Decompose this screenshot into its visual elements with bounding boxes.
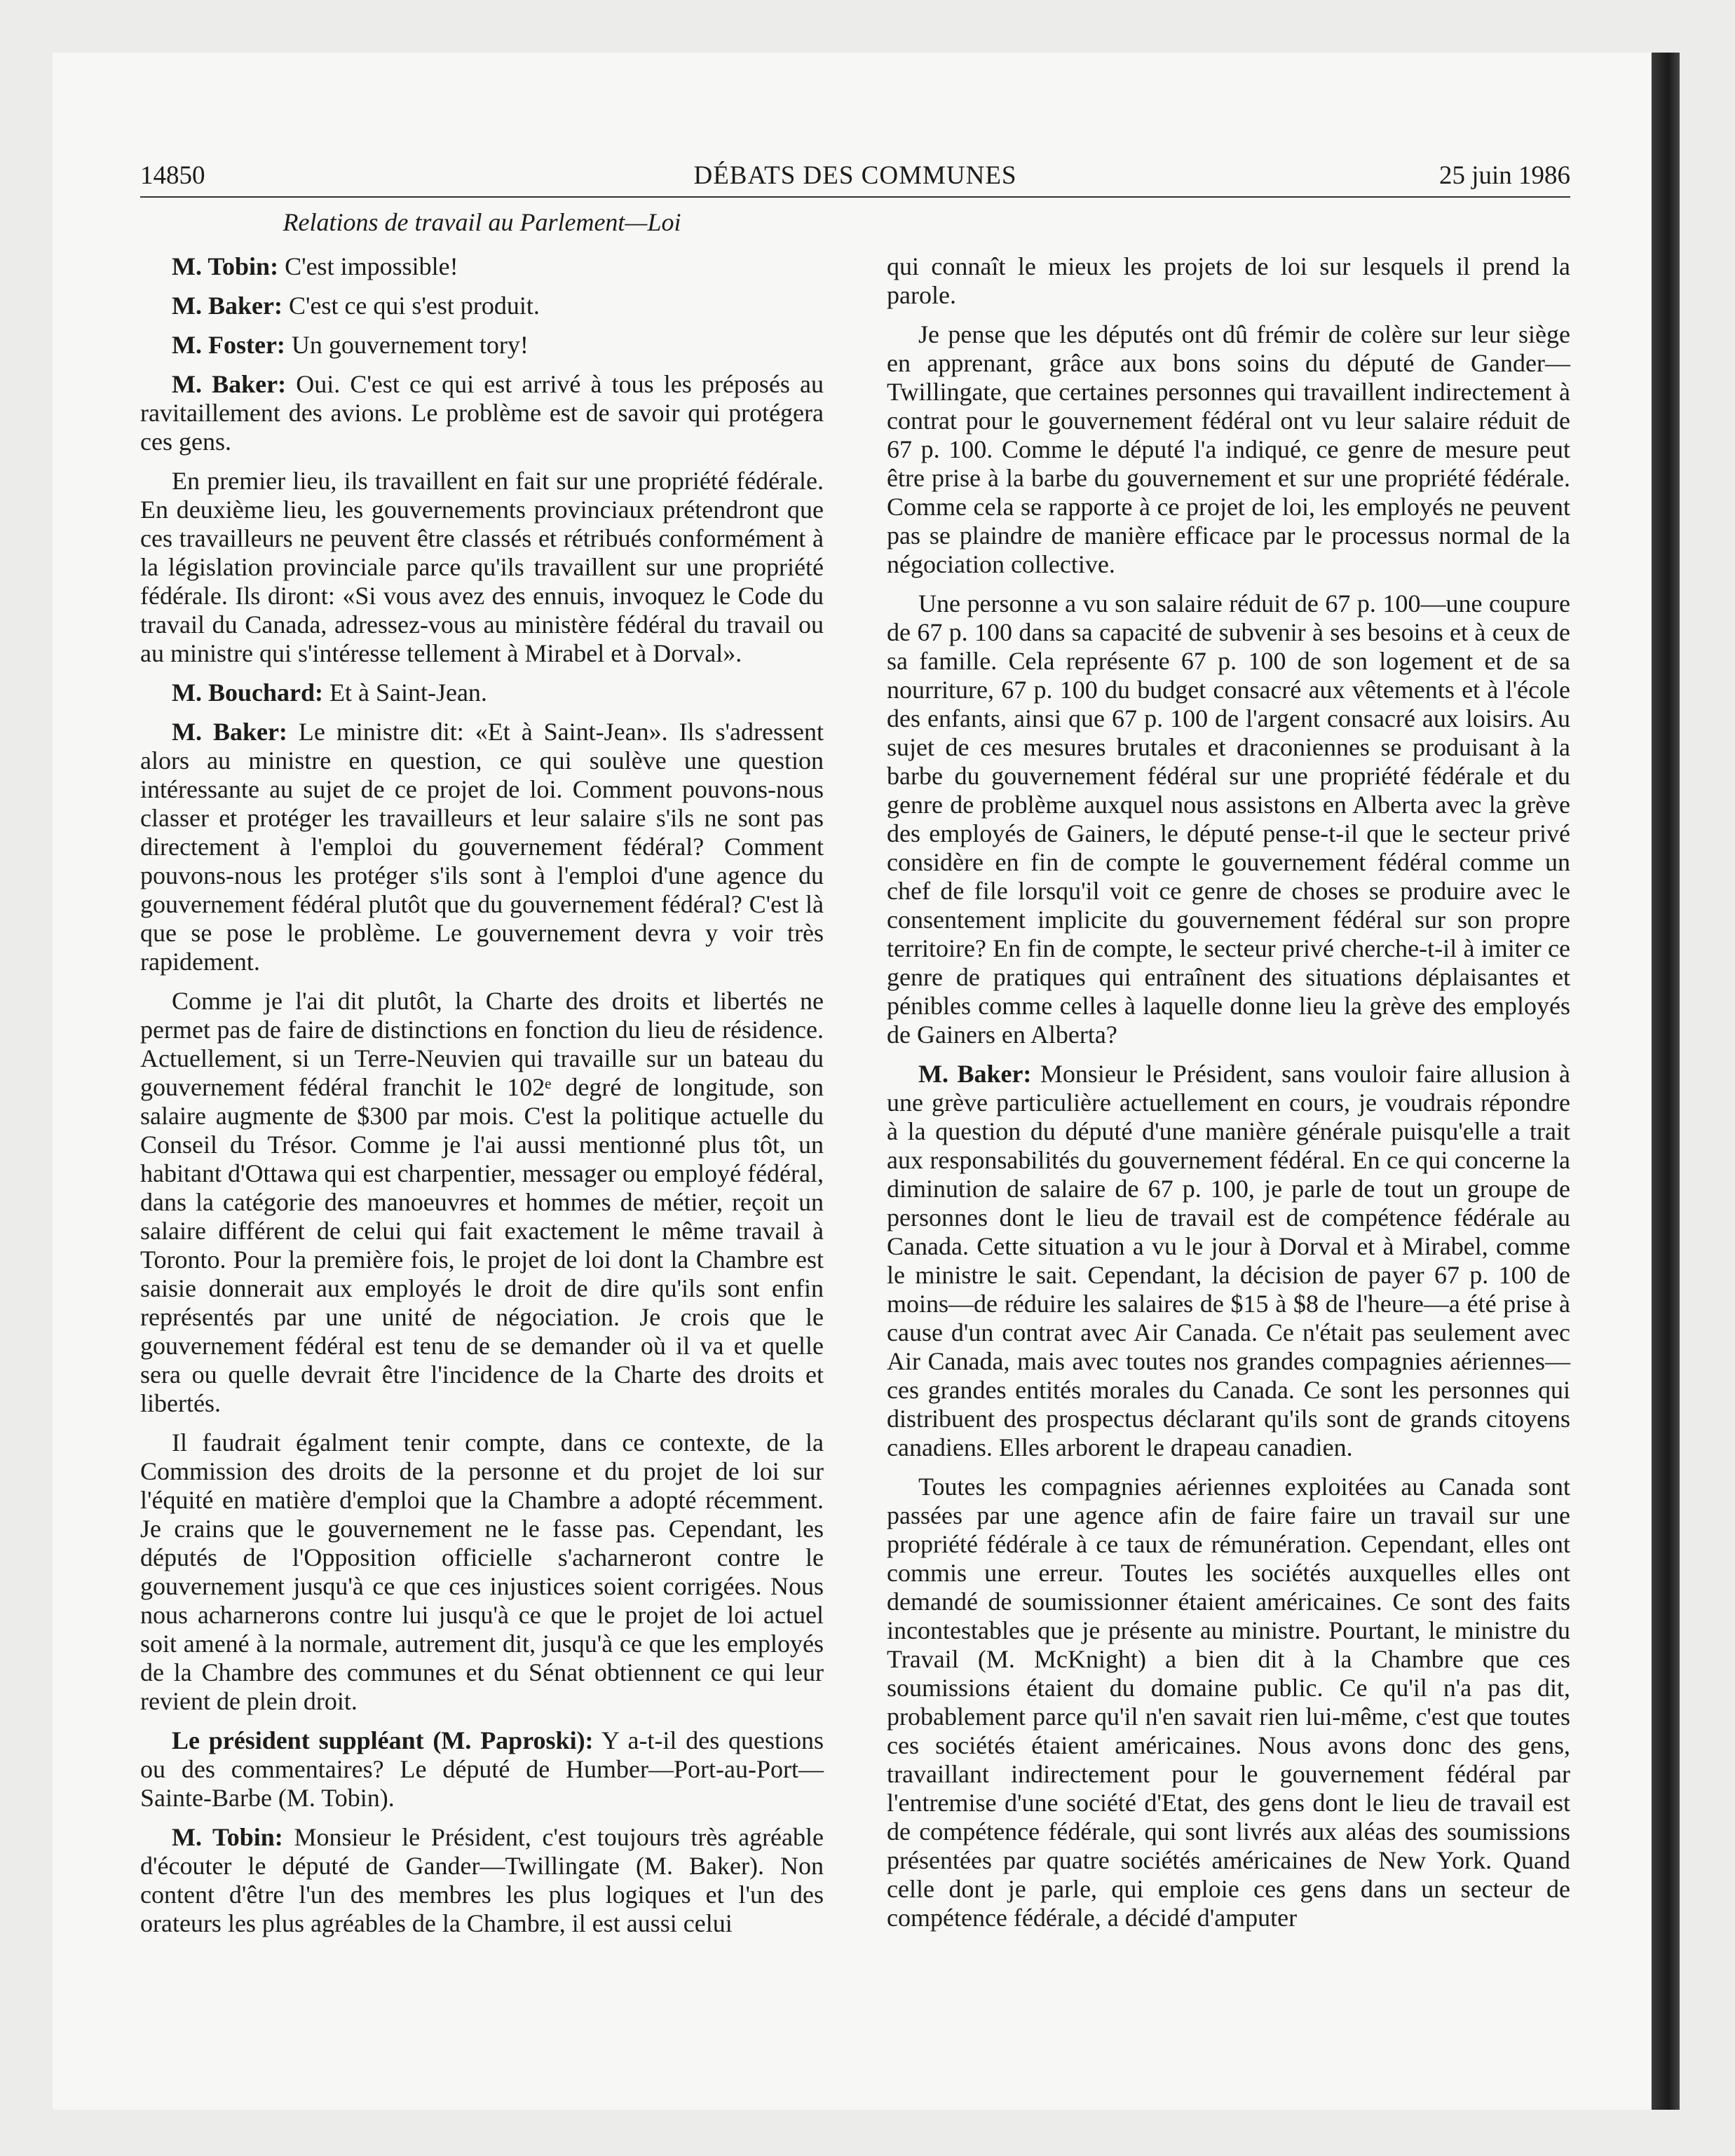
speaker-name: Le président suppléant (M. Paproski): <box>172 1726 594 1754</box>
paragraph-text: Il faudrait égalment tenir compte, dans ce contexte, de la Commission des droits de la personne et du projet de loi sur l'équité en matière d'emploi que la Chambre a adopté récemment. Je crains que le gouvernement ne le fasse pas. Cependant, les députés de l'Opposition officielle s'acharneront contre le gouvernement jusqu'à ce que ces injustices soient corrigées. Nous nous acharnerons contre lui jusqu'à ce que le projet de loi actuel soit amené à la normale, autrement dit, jusqu'à ce que les employés de la Chambre des communes et du Sénat obtiennent ce qui leur revient de plein droit. <box>140 1428 824 1715</box>
paragraph <box>140 292 824 320</box>
paragraph-text: qui connaît le mieux les projets de loi sur lesquels il prend la parole. <box>887 252 1570 309</box>
running-header <box>140 154 1570 196</box>
paragraph <box>140 370 824 456</box>
section-title: Relations de travail au Parlement—Loi <box>283 208 681 236</box>
paragraph <box>140 1428 824 1716</box>
paragraph <box>140 467 824 668</box>
paragraph <box>140 718 824 976</box>
paragraph-text: En premier lieu, ils travaillent en fait sur une propriété fédérale. En deuxième lieu, les gouvernements provinciaux prétendront que ces travailleurs ne peuvent être classés et rétribués conformément à la législation provinciale parce qu'ils travaillent sur une propriété fédérale. Ils diront: «Si vous avez des ennuis, invoquez le Code du travail du Canada, adressez-vous au ministère fédéral du travail ou au ministre qui s'intéresse tellement à Mirabel et à Dorval». <box>140 467 824 667</box>
paragraph-text: Un gouvernement tory! <box>285 331 529 359</box>
speaker-name: M. Baker: <box>172 370 287 398</box>
paragraph-text: Le ministre dit: «Et à Saint-Jean». Ils s'adressent alors au ministre en question, ce qui soulève une question intéressante au sujet de ce projet de loi. Comment pouvons-nous classer et protéger les travailleurs et leur salaire s'ils ne sont pas directement à l'emploi du gouvernement fédéral? Comment pouvons-nous les protéger s'ils sont à l'emploi d'une agence du gouvernement fédéral plutôt que du gouvernement fédéral? C'est là que se pose le problème. Le gouvernement devra y voir très rapidement. <box>140 718 824 976</box>
paragraph <box>887 589 1570 1049</box>
paragraph-text: C'est ce qui s'est produit. <box>282 292 540 320</box>
paragraph <box>140 987 824 1418</box>
paragraph <box>887 1473 1570 1932</box>
publication-date: 25 juin 1986 <box>1438 161 1570 190</box>
paragraph <box>140 252 824 281</box>
paragraph-text: Oui. C'est ce qui est arrivé à tous les préposés au ravitaillement des avions. Le problème est de savoir qui protégera ces gens. <box>140 370 824 456</box>
paragraph-text: Je pense que les députés ont dû frémir de colère sur leur siège en apprenant, grâce aux bons soins du député de Gander—Twillingate, que certaines personnes qui travaillent indirectement à contrat pour le gouvernement fédéral ont vu leur salaire réduit de 67 p. 100. Comme le député l'a indiqué, ce genre de mesure peut être prise à la barbe du gouvernement et sur une propriété fédérale. Comme cela se rapporte à ce projet de loi, les employés ne peuvent pas se plaindre de manière efficace par le processus normal de la négociation collective. <box>887 320 1570 578</box>
paragraph <box>887 1060 1570 1462</box>
paragraph-text: Et à Saint-Jean. <box>323 678 487 707</box>
paragraph <box>140 1726 824 1813</box>
left-column <box>140 252 824 1949</box>
speaker-name: M. Baker: <box>918 1060 1032 1088</box>
speaker-name: M. Baker: <box>172 292 283 320</box>
paragraph <box>140 1823 824 1938</box>
publication-title: DÉBATS DES COMMUNES <box>693 161 1017 190</box>
scan-edge-shadow <box>1652 53 1680 2110</box>
paragraph-text: Comme je l'ai dit plutôt, la Charte des droits et libertés ne permet pas de faire de distinctions en fonction du lieu de résidence. Actuellement, si un Terre-Neuvien qui travaille sur un bateau du gouvernement fédéral franchit le 102ᵉ degré de longitude, son salaire augmente de $300 par mois. C'est la politique actuelle du Conseil du Trésor. Comme je l'ai aussi mentionné plus tôt, un habitant d'Ottawa qui est charpentier, messager ou employé fédéral, dans la catégorie des manoeuvres et hommes de métier, reçoit un salaire différent de celui qui fait exactement le même travail à Toronto. Pour la première fois, le projet de loi dont la Chambre est saisie donnerait aux employés le droit de dire qu'ils sont enfin représentés par une unité de négociation. Je crois que le gouvernement fédéral est tenu de se demander où il va et quelle sera ou quelle devrait être l'incidence de la Charte des droits et libertés. <box>140 987 824 1417</box>
speaker-name: M. Baker: <box>172 718 287 746</box>
paragraph-text: C'est impossible! <box>278 252 458 280</box>
page-number: 14850 <box>140 161 205 190</box>
paragraph-text: Y a-t-il des questions ou des commentaires? Le député de Humber—Port-au-Port—Sainte-Barbe (M. Tobin). <box>140 1726 824 1812</box>
header-rule <box>140 196 1570 198</box>
right-column <box>887 252 1570 1943</box>
speaker-name: M. Foster: <box>172 331 285 359</box>
speaker-name: M. Tobin: <box>172 1823 283 1851</box>
speaker-name: M. Bouchard: <box>172 678 323 707</box>
speaker-name: M. Tobin: <box>172 252 279 280</box>
paragraph <box>887 252 1570 310</box>
paragraph-text: Monsieur le Président, c'est toujours très agréable d'écouter le député de Gander—Twillingate (M. Baker). Non content d'être l'un des membres les plus logiques et l'un des orateurs les plus agréables de la Chambre, il est aussi celui <box>140 1823 824 1937</box>
paragraph <box>140 331 824 360</box>
paragraph-text: Une personne a vu son salaire réduit de 67 p. 100—une coupure de 67 p. 100 dans sa capacité de subvenir à ses besoins et à ceux de sa famille. Cela représente 67 p. 100 de son logement et de sa nourriture, 67 p. 100 du budget consacré aux vêtements et à l'école des enfants, ainsi que 67 p. 100 de l'argent consacré aux loisirs. Au sujet de ces mesures brutales et draconiennes se produisant à la barbe du gouvernement fédéral sur une propriété fédérale et du genre de problème auxquel nous assistons en Alberta avec la grève des employés de Gainers, le député pense-t-il que le secteur privé considère en fin de compte le gouvernement fédéral comme un chef de file lorsqu'il voit ce genre de choses se produire avec le consentement implicite du gouvernement fédéral sur son propre territoire? En fin de compte, le secteur privé cherche-t-il à imiter ce genre de pratiques qui entraînent des situations déplaisantes et pénibles comme celles à laquelle donne lieu la grève des employés de Gainers en Alberta? <box>887 589 1570 1049</box>
paragraph <box>887 320 1570 579</box>
paragraph <box>140 678 824 707</box>
paragraph-text: Toutes les compagnies aériennes exploitées au Canada sont passées par une agence afin de faire faire un travail sur une propriété fédérale à ce taux de rémunération. Cependant, elles ont commis une erreur. Toutes les sociétés auxquelles elles ont demandé de soumissionner étaient américaines. Ce sont des faits incontestables que je présente au ministre. Pourtant, le ministre du Travail (M. McKnight) a bien dit à la Chambre que ces soumissions étaient du domaine public. Ce qu'il n'a pas dit, probablement parce qu'il n'en savait rien lui-même, c'est que toutes ces sociétés étaient américaines. Nous avons donc des gens, travaillant indirectement pour le gouvernement fédéral par l'entremise d'une société d'Etat, des gens dont le lieu de travail est de compétence fédérale, qui sont livrés aux aléas des soumissions présentées par quatre sociétés américaines de New York. Quand celle dont je parle, qui emploie ces gens dans un secteur de compétence fédérale, a décidé d'amputer <box>887 1473 1570 1932</box>
paragraph-text: Monsieur le Président, sans vouloir faire allusion à une grève particulière actuellement en cours, je voudrais répondre à la question du député d'une manière générale puisqu'elle a trait aux responsabilités du gouvernement fédéral. En ce qui concerne la diminution de salaire de 67 p. 100, je parle de tout un groupe de personnes dont le lieu de travail est de compétence fédérale au Canada. Cette situation a vu le jour à Dorval et à Mirabel, comme le ministre le sait. Cependant, la décision de payer 67 p. 100 de moins—de réduire les salaires de $15 à $8 de l'heure—a été prise à cause d'un contrat avec Air Canada. Ce n'était pas seulement avec Air Canada, mais avec toutes nos grandes compagnies aériennes—ces grandes entités morales du Canada. Ce sont les personnes qui distribuent des prospectus déclarant qu'ils sont de grands citoyens canadiens. Elles arborent le drapeau canadien. <box>887 1060 1570 1461</box>
